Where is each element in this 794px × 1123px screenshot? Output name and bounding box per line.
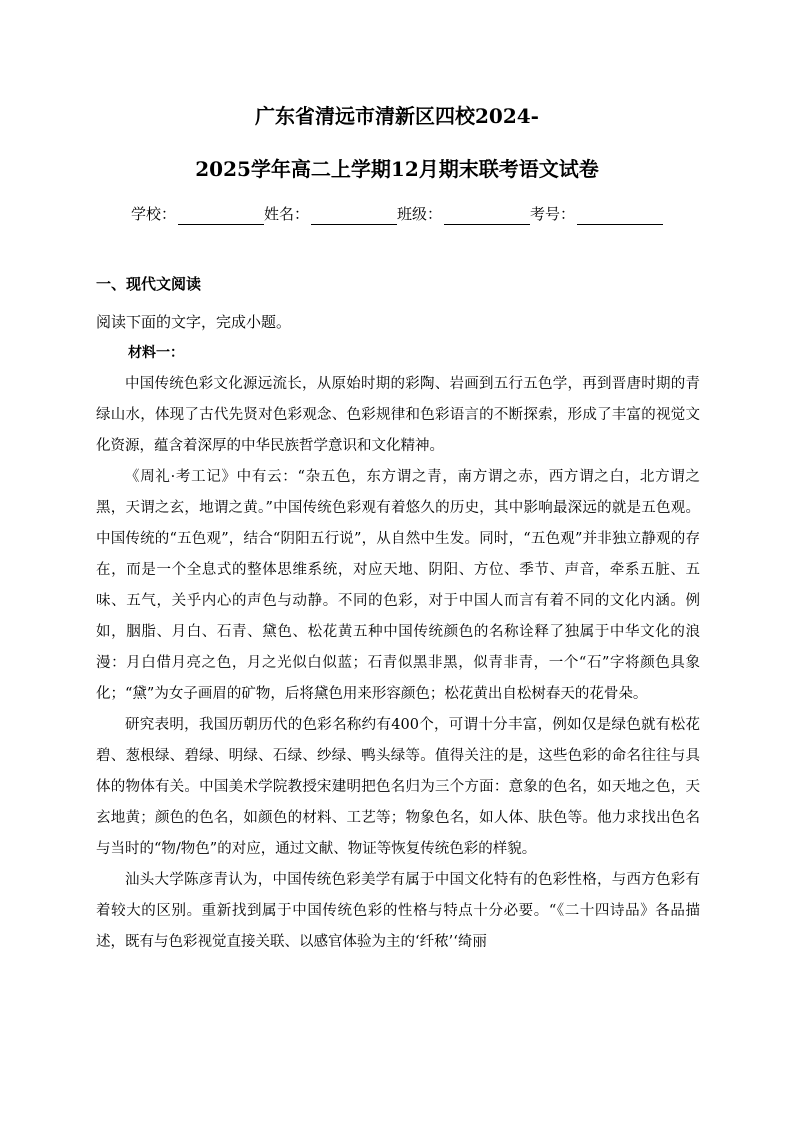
class-field — [397, 203, 530, 225]
reading-instruction: 阅读下面的文字，完成小题。 — [96, 313, 292, 331]
exam-number-blank — [577, 206, 663, 225]
section-heading: 一、现代文阅读 — [96, 275, 202, 293]
exam-number-label: 考号： — [530, 205, 576, 223]
body-paragraph: 中国传统色彩文化源远流长，从原始时期的彩陶、岩画到五行五色学，再到晋唐时期的青绿山水，体现了古代先贤对色彩观念、色彩规律和色彩语言的不断探索，形成了丰富的视觉文化资源，蕴含着深厚的中华民族哲学意识和文化精神。 — [96, 376, 700, 454]
class-label: 班级： — [397, 205, 443, 223]
document-title-line-1: 广东省清远市清新区四校2024- — [255, 104, 539, 128]
name-label: 姓名： — [263, 205, 309, 223]
body-paragraph: 研究表明，我国历朝历代的色彩名称约有400个，可谓十分丰富，例如仅是绿色就有松花碧、葱根绿、碧绿、明绿、石绿、纱绿、鸭头绿等。值得关注的是，这些色彩的命名往往与具体的物体有关。中国美术学院教授宋建明把色名归为三个方面：意象的色名，如天地之色，天玄地黄；颜色的色名，如颜色的材料、工艺等；物象色名，如人体、肤色等。他力求找出色名与当时的“物/物色”的对应，通过文献、物证等恢复传统色彩的样貌。 — [96, 717, 700, 857]
school-blank — [178, 206, 264, 225]
school-field — [131, 203, 264, 225]
class-blank — [444, 206, 530, 225]
school-label: 学校： — [130, 205, 176, 223]
body-paragraph: 《周礼·考工记》中有云：“杂五色，东方谓之青，南方谓之赤，西方谓之白，北方谓之黑，天谓之玄，地谓之黄。”中国传统色彩观有着悠久的历史，其中影响最深远的就是五色观。中国传统的“五色观”，结合“阴阳五行说”，从自然中生发。同时，“五色观”并非独立静观的存在，而是一个全息式的整体思维系统，对应天地、阴阳、方位、季节、声音，牵系五脏、五味、五气，关乎内心的声色与动静。不同的色彩，对于中国人而言有着不同的文化内涵。例如，胭脂、月白、石青、黛色、松花黄五种中国传统颜色的名称诠释了独属于中华文化的浪漫：月白借月亮之色，月之光似白似蓝；石青似黑非黑，似青非青，一个“石”字将颜色具象化；“黛”为女子画眉的矿物，后将黛色用来形容颜色；松花黄出自松树春天的花骨朵。 — [96, 469, 700, 702]
document-title-line-2: 2025学年高二上学期12月期末联考语文试卷 — [195, 157, 599, 181]
body-paragraph: 汕头大学陈彦青认为，中国传统色彩美学有属于中国文化特有的色彩性格，与西方色彩有着较大的区别。重新找到属于中国传统色彩的性格与特点十分必要。“《二十四诗品》各品描述，既有与色彩视觉直接关联、以感官体验为主的‘纤秾’‘绮丽 — [96, 872, 700, 950]
student-info-row — [0, 203, 794, 225]
name-field — [264, 203, 397, 225]
material-label: 材料一： — [128, 345, 184, 361]
name-blank — [311, 206, 397, 225]
exam-number-field — [530, 203, 663, 225]
material-body — [96, 369, 700, 958]
